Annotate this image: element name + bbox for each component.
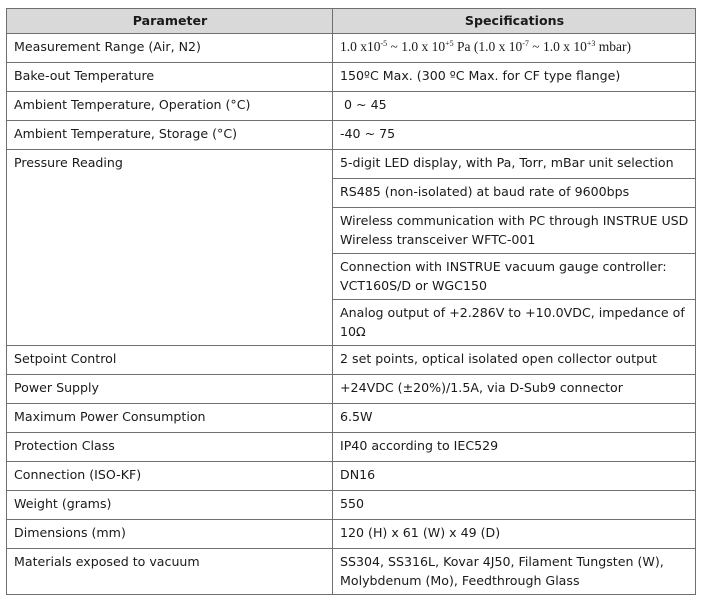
row-value: 550	[333, 491, 696, 520]
row-value: RS485 (non-isolated) at baud rate of 9600bps	[333, 179, 696, 208]
table-row	[7, 549, 696, 595]
row-parameter: Weight (grams)	[7, 491, 333, 520]
range-text: ~ 1.0 x 10	[528, 39, 587, 54]
range-text: mbar)	[595, 39, 631, 54]
row-value: Connection with INSTRUE vacuum gauge controller: VCT160S/D or WGC150	[333, 254, 696, 300]
row-value	[333, 34, 696, 63]
table-row	[7, 150, 696, 179]
table-row	[7, 346, 696, 375]
table-row	[7, 433, 696, 462]
row-parameter: Dimensions (mm)	[7, 520, 333, 549]
exponent: +3	[586, 39, 596, 48]
header-row	[7, 9, 696, 34]
row-value: DN16	[333, 462, 696, 491]
table-row	[7, 462, 696, 491]
row-value: +24VDC (±20%)/1.5A, via D-Sub9 connector	[333, 375, 696, 404]
table-row	[7, 375, 696, 404]
table-row	[7, 520, 696, 549]
range-text: ~ 1.0 x 10	[387, 39, 446, 54]
row-parameter: Protection Class	[7, 433, 333, 462]
row-parameter: Bake-out Temperature	[7, 63, 333, 92]
table-row	[7, 63, 696, 92]
row-value: SS304, SS316L, Kovar 4J50, Filament Tungsten (W), Molybdenum (Mo), Feedthrough Glass	[333, 549, 696, 595]
exponent: +5	[445, 39, 454, 48]
exponent: -5	[380, 39, 388, 48]
row-value: 120 (H) x 61 (W) x 49 (D)	[333, 520, 696, 549]
row-value: IP40 according to IEC529	[333, 433, 696, 462]
table-row	[7, 92, 696, 121]
range-text: Pa (1.0 x 10	[453, 39, 523, 54]
row-parameter: Ambient Temperature, Operation (°C)	[7, 92, 333, 121]
table-row	[7, 34, 696, 63]
table-row	[7, 404, 696, 433]
exponent: -7	[522, 39, 529, 48]
header-parameter: Parameter	[7, 9, 333, 34]
row-value: 6.5W	[333, 404, 696, 433]
row-parameter: Power Supply	[7, 375, 333, 404]
row-value: Wireless communication with PC through INSTRUE USD Wireless transceiver WFTC-001	[333, 208, 696, 254]
row-value: 150ºC Max. (300 ºC Max. for CF type flange)	[333, 63, 696, 92]
row-value: Analog output of +2.286V to +10.0VDC, impedance of 10Ω	[333, 300, 696, 346]
row-value: 0 ~ 45	[333, 92, 696, 121]
row-parameter: Connection (ISO-KF)	[7, 462, 333, 491]
row-value: 2 set points, optical isolated open collector output	[333, 346, 696, 375]
row-parameter: Setpoint Control	[7, 346, 333, 375]
table-row	[7, 121, 696, 150]
row-parameter: Maximum Power Consumption	[7, 404, 333, 433]
row-parameter: Pressure Reading	[7, 150, 333, 346]
row-parameter: Measurement Range (Air, N2)	[7, 34, 333, 63]
range-text: 1.0 x10	[340, 39, 381, 54]
row-parameter: Materials exposed to vacuum	[7, 549, 333, 595]
specifications-table	[6, 8, 696, 595]
header-specifications: Specifications	[333, 9, 696, 34]
row-value: 5-digit LED display, with Pa, Torr, mBar unit selection	[333, 150, 696, 179]
table-row	[7, 491, 696, 520]
row-parameter: Ambient Temperature, Storage (°C)	[7, 121, 333, 150]
row-value: -40 ~ 75	[333, 121, 696, 150]
